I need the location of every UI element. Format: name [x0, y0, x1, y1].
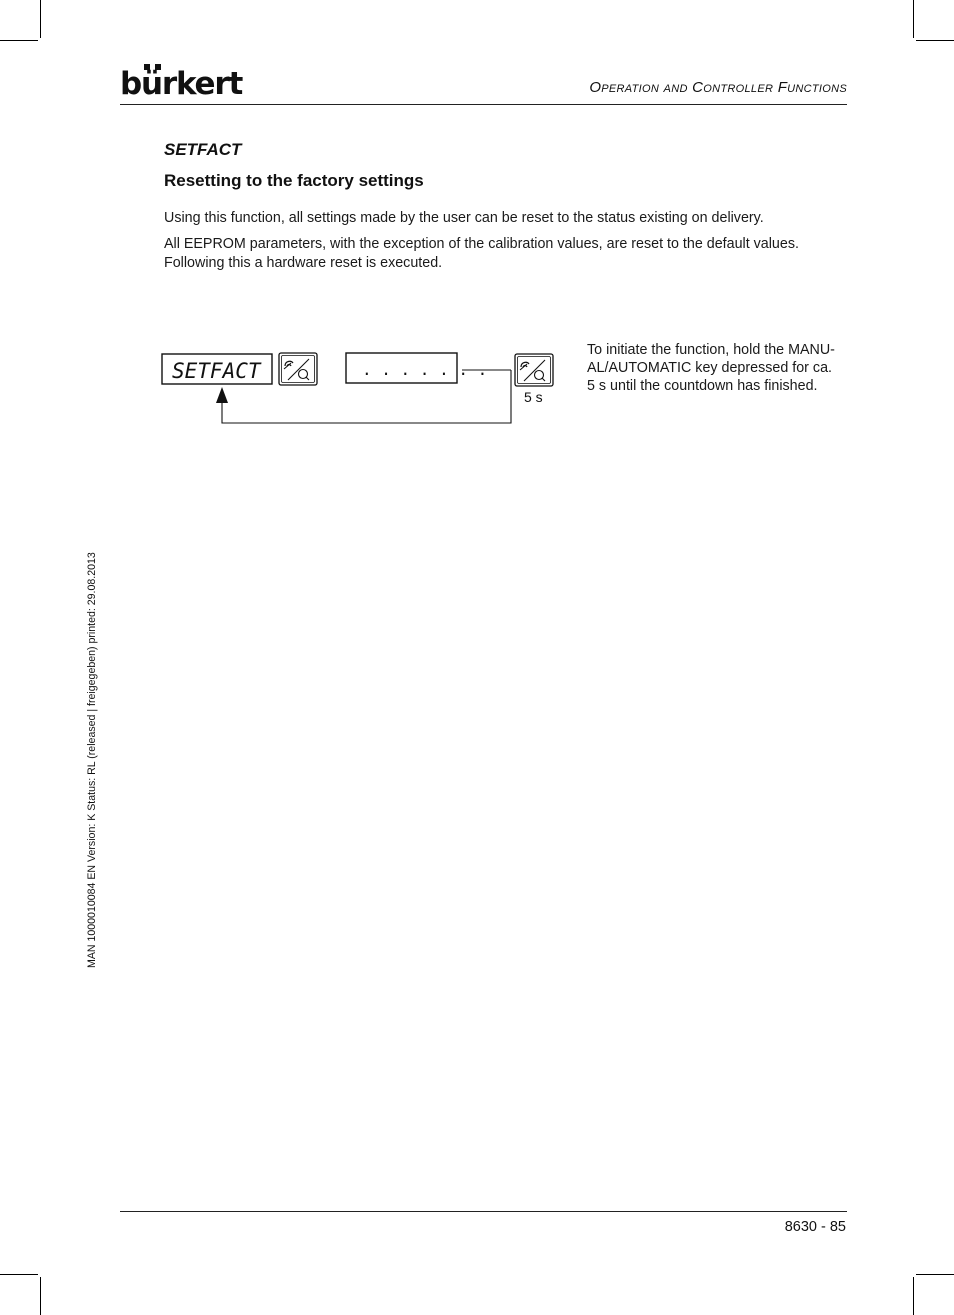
note-line: 5 s until the countdown has finished.	[587, 378, 818, 394]
crop-mark	[40, 0, 41, 38]
display-2-text: . . . . . . .	[362, 360, 488, 379]
chapter-title: Operation and Controller Functions	[589, 79, 847, 96]
paragraph: Using this function, all settings made by the user can be reset to the status existing on delivery.	[164, 210, 764, 226]
return-arrow-head	[216, 387, 228, 403]
logo-text: bürkert	[120, 66, 243, 102]
crop-mark	[916, 1274, 954, 1275]
paragraph: All EEPROM parameters, with the exception of the calibration values, are reset to the default values. Following this a hardware reset is executed.	[164, 236, 799, 271]
header-rule	[120, 104, 847, 105]
document-meta: MAN 1000010084 EN Version: K Status: RL (released | freigegeben) printed: 29.08.2013	[86, 552, 98, 968]
subsection-title: Resetting to the factory settings	[164, 171, 424, 190]
brand-logo	[120, 64, 243, 104]
crop-mark	[913, 1277, 914, 1315]
crop-mark	[0, 1274, 38, 1275]
hold-time-label: 5 s	[524, 389, 543, 405]
crop-mark	[40, 1277, 41, 1315]
manual-automatic-key-icon	[515, 354, 553, 386]
crop-mark	[913, 0, 914, 38]
setfact-flow-diagram	[158, 345, 568, 435]
crop-mark	[0, 40, 38, 41]
display-1-text: SETFACT	[172, 359, 261, 383]
crop-mark	[916, 40, 954, 41]
note-line: AL/AUTOMATIC key depressed for ca.	[587, 360, 832, 376]
page-number: 8630 - 85	[784, 1219, 846, 1235]
note-line: To initiate the function, hold the MANU-	[587, 342, 835, 358]
section-title: SETFACT	[164, 140, 242, 159]
footer-rule	[120, 1211, 847, 1212]
manual-automatic-key-icon	[279, 353, 317, 385]
instruction-note	[587, 341, 849, 395]
